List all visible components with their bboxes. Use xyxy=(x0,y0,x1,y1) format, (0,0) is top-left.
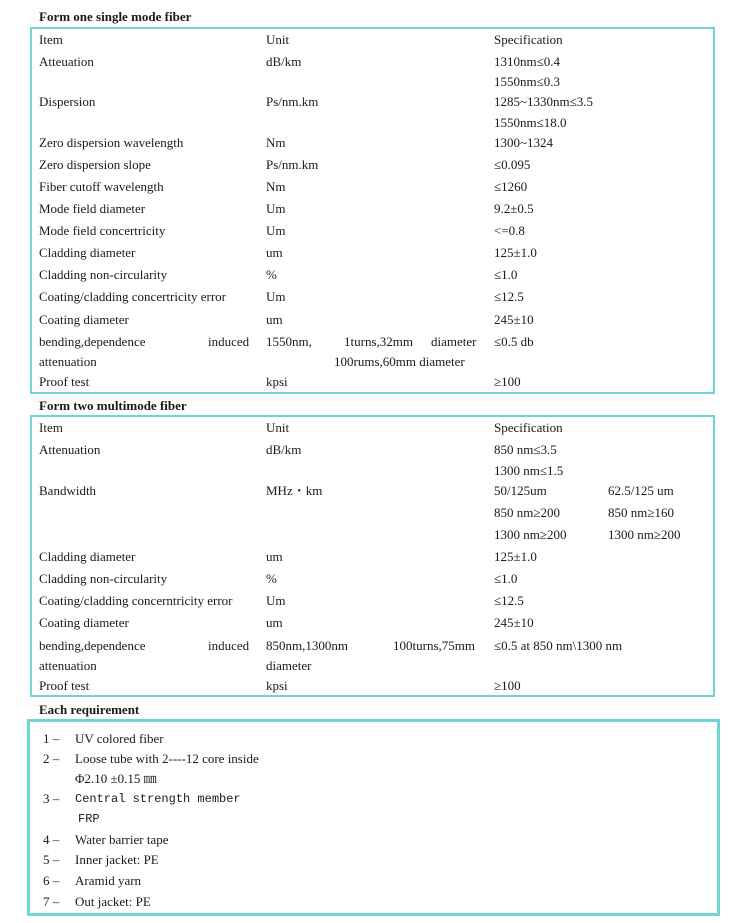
form1-row-spec: 1310nm≤0.4 xyxy=(494,54,560,69)
form2-bending-item-induced: induced xyxy=(208,638,250,653)
form1-row-item: Dispersion xyxy=(39,94,96,109)
form1-row-unit: Um xyxy=(266,223,286,238)
form1-proof-item: Proof test xyxy=(39,374,90,389)
requirement-num: 5 – xyxy=(43,852,60,867)
form2-row-unit: Um xyxy=(266,593,286,608)
form2-header-unit: Unit xyxy=(266,420,290,435)
form2-row-unit: % xyxy=(266,571,277,586)
form2-row-spec: 850 nm≤3.5 xyxy=(494,442,557,457)
form1-header-item: Item xyxy=(39,32,63,47)
requirement-text: Inner jacket: PE xyxy=(75,852,159,867)
requirement-num: 1 – xyxy=(43,731,60,746)
form1-row-item: Mode field diameter xyxy=(39,201,146,216)
form1-row-spec: 9.2±0.5 xyxy=(494,201,534,216)
form2-row-spec: ≤1.0 xyxy=(494,571,518,586)
form1-row-spec: 125±1.0 xyxy=(494,245,537,260)
form2-header-spec: Specification xyxy=(494,420,563,435)
form1-bending-unit: 1550nm, xyxy=(266,334,312,349)
form1-row-spec: 1550nm≤0.3 xyxy=(494,74,560,89)
form2-header-item: Item xyxy=(39,420,63,435)
form2-row-item: Bandwidth xyxy=(39,483,97,498)
requirement-text: Loose tube with 2----12 core inside xyxy=(75,751,259,766)
form1-header-unit: Unit xyxy=(266,32,290,47)
form1-bending-unit: diameter xyxy=(431,334,477,349)
form1-row-spec: 245±10 xyxy=(494,312,534,327)
requirement-num: 3 – xyxy=(43,791,60,806)
form1-row-unit: um xyxy=(266,312,283,327)
form2-row-spec: 1300 nm≤1.5 xyxy=(494,463,564,478)
form1-row-unit: dB/km xyxy=(266,54,302,69)
form1-row-spec: ≤0.095 xyxy=(494,157,531,172)
form1-bending-item-line2: attenuation xyxy=(39,354,97,369)
form2-row-spec: 245±10 xyxy=(494,615,534,630)
form1-title: Form one single mode fiber xyxy=(39,9,192,24)
form1-row-spec: <=0.8 xyxy=(494,223,525,238)
form2-row-unit: dB/km xyxy=(266,442,302,457)
requirement-num: 2 – xyxy=(43,751,60,766)
form1-row-item: Coating/cladding concertricity error xyxy=(39,289,226,304)
form1-row-unit: % xyxy=(266,267,277,282)
form2-proof-unit: kpsi xyxy=(266,678,288,693)
form1-row-unit: Nm xyxy=(266,135,286,150)
requirement-text: Aramid yarn xyxy=(75,873,142,888)
form1-bending-unit: 1turns,32mm xyxy=(344,334,413,349)
form1-row-unit: um xyxy=(266,245,283,260)
form2-proof-item: Proof test xyxy=(39,678,90,693)
form2-row-item: Attenuation xyxy=(39,442,101,457)
form2-title: Form two multimode fiber xyxy=(39,398,187,413)
requirement-subtext: Φ2.10 ±0.15 ㎜ xyxy=(75,771,157,786)
form2-bandwidth-col2: 1300 nm≥200 xyxy=(608,527,681,542)
requirement-text: UV colored fiber xyxy=(75,731,164,746)
form2-row-item: Cladding diameter xyxy=(39,549,136,564)
form1-row-unit: Nm xyxy=(266,179,286,194)
form2-proof-spec: ≥100 xyxy=(494,678,521,693)
form1-row-unit: Ps/nm.km xyxy=(266,157,319,172)
form2-bending-unit: 850nm,1300nm xyxy=(266,638,348,653)
form1-bending-spec: ≤0.5 db xyxy=(494,334,534,349)
form2-bending-unit-line2: diameter xyxy=(266,658,312,673)
requirement-text: Central strength member xyxy=(75,792,241,806)
form1-proof-spec: ≥100 xyxy=(494,374,521,389)
requirement-num: 4 – xyxy=(43,832,60,847)
form1-row-unit: Um xyxy=(266,289,286,304)
form2-bandwidth-col2: 850 nm≥160 xyxy=(608,505,674,520)
form1-row-item: Fiber cutoff wavelength xyxy=(39,179,164,194)
form2-bending-item: bending,dependence xyxy=(39,638,146,653)
requirement-subtext: FRP xyxy=(78,812,100,826)
form1-row-unit: Um xyxy=(266,201,286,216)
form1-row-spec: 1285~1330nm≤3.5 xyxy=(494,94,594,109)
form1-bending-unit-line2: 100rums,60mm diameter xyxy=(334,354,465,369)
form1-row-item: Coating diameter xyxy=(39,312,129,327)
form2-row-spec: 125±1.0 xyxy=(494,549,537,564)
requirement-text: Water barrier tape xyxy=(75,832,169,847)
requirements-title: Each requirement xyxy=(39,702,140,717)
form1-header-spec: Specification xyxy=(494,32,563,47)
form2-bending-item-line2: attenuation xyxy=(39,658,97,673)
form2-row-unit: um xyxy=(266,615,283,630)
form1-row-item: Zero dispersion wavelength xyxy=(39,135,184,150)
form1-row-item: Atteuation xyxy=(39,54,94,69)
form1-bending-item: bending,dependence xyxy=(39,334,146,349)
form2-row-item: Cladding non-circularity xyxy=(39,571,168,586)
form1-row-item: Zero dispersion slope xyxy=(39,157,151,172)
form2-bandwidth-col1: 850 nm≥200 xyxy=(494,505,560,520)
form1-row-spec: ≤1260 xyxy=(494,179,528,194)
form2-bandwidth-col2: 62.5/125 um xyxy=(608,483,674,498)
form1-row-spec: 1300~1324 xyxy=(494,135,554,150)
form2-bandwidth-col1: 50/125um xyxy=(494,483,547,498)
form1-row-item: Cladding diameter xyxy=(39,245,136,260)
form1-row-unit: Ps/nm.km xyxy=(266,94,319,109)
form2-row-item: Coating/cladding concerntricity error xyxy=(39,593,233,608)
form1-row-spec: ≤1.0 xyxy=(494,267,518,282)
requirement-num: 7 – xyxy=(43,894,60,909)
form2-bandwidth-col1: 1300 nm≥200 xyxy=(494,527,567,542)
form1-row-item: Mode field concertricity xyxy=(39,223,166,238)
form1-proof-unit: kpsi xyxy=(266,374,288,389)
form2-row-item: Coating diameter xyxy=(39,615,129,630)
form2-row-unit: um xyxy=(266,549,283,564)
form2-bending-spec: ≤0.5 at 850 nm\1300 nm xyxy=(494,638,623,653)
form1-row-spec: 1550nm≤18.0 xyxy=(494,115,567,130)
form1-row-item: Cladding non-circularity xyxy=(39,267,168,282)
form1-row-spec: ≤12.5 xyxy=(494,289,524,304)
requirement-num: 6 – xyxy=(43,873,60,888)
form2-row-unit: MHz・km xyxy=(266,483,323,498)
form2-row-spec: ≤12.5 xyxy=(494,593,524,608)
requirement-text: Out jacket: PE xyxy=(75,894,151,909)
form1-bending-item-induced: induced xyxy=(208,334,250,349)
form2-bending-unit: 100turns,75mm xyxy=(393,638,475,653)
